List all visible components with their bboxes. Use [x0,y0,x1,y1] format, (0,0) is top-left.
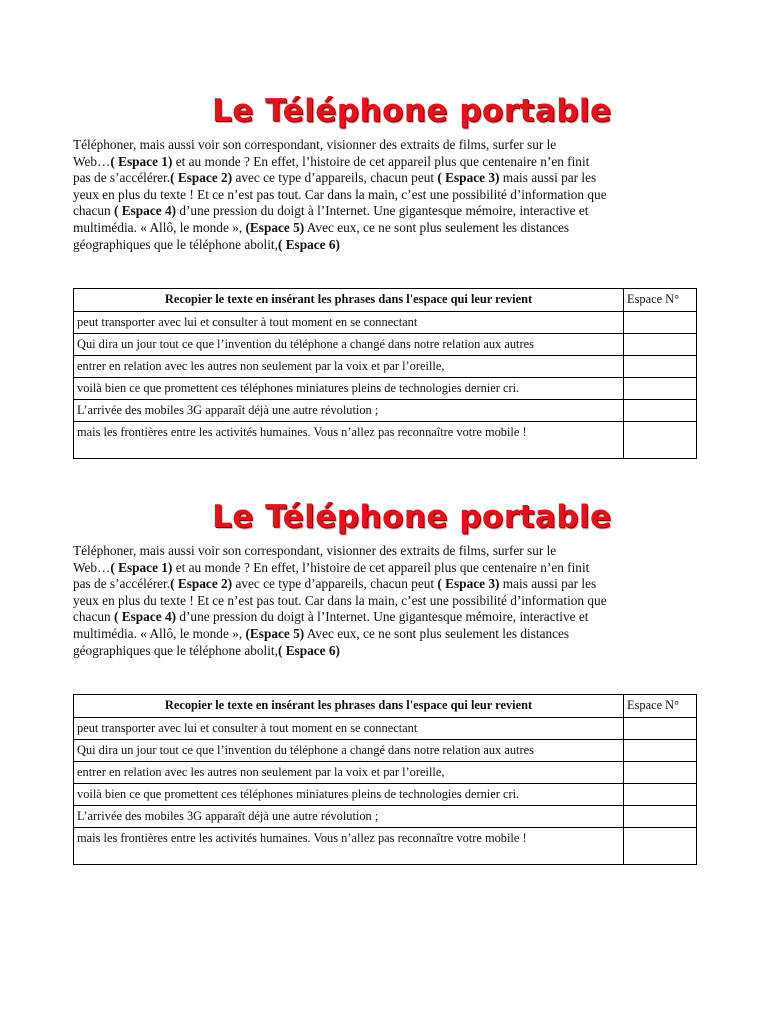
phrase-cell: peut transporter avec lui et consulter à tout moment en se connectant [74,718,624,740]
answer-cell[interactable] [624,718,697,740]
text-segment: géographiques que le téléphone abolit, [73,236,278,252]
answer-cell[interactable] [624,806,697,828]
paragraph-line [73,187,701,204]
text-segment: yeux en plus du texte ! Et ce n’est pas tout. Car dans la main, c’est une possibilité d’information que [73,592,607,608]
answer-cell[interactable] [624,740,697,762]
text-paragraph [73,543,701,659]
phrase-cell: peut transporter avec lui et consulter à tout moment en se connectant [74,312,624,334]
paragraph-line [73,643,701,660]
text-segment: pas de s’accélérer. [73,576,171,592]
space-marker: ( Espace 1) [110,153,173,169]
table-row [74,334,697,356]
paragraph-line [73,170,701,187]
text-segment: avec ce type d’appareils, chacun peut [232,576,438,592]
answer-cell[interactable] [624,828,697,865]
text-segment: Web… [73,559,111,575]
text-segment: multimédia. « Allô, le monde », [73,219,246,235]
paragraph-line [73,626,701,643]
space-marker: ( Espace 6) [277,236,340,252]
table-row [74,400,697,422]
text-segment: d’une pression du doigt à l’Internet. Une gigantesque mémoire, interactive et [176,609,589,625]
space-marker: (Espace 5) [245,219,305,235]
text-segment: Avec eux, ce ne sont plus seulement les distances [304,219,570,235]
exercise-table [73,694,697,865]
text-segment: Téléphoner, mais aussi voir son correspondant, visionner des extraits de films, surfer sur le [73,543,557,558]
table-header-row [74,289,697,312]
phrase-cell: mais les frontières entre les activités humaines. Vous n’allez pas reconnaître votre mobile ! [74,422,624,459]
text-segment: avec ce type d’appareils, chacun peut [232,170,438,186]
space-marker: ( Espace 4) [113,203,177,219]
instruction-header: Recopier le texte en insérant les phrases dans l'espace qui leur revient [74,289,624,312]
space-number-header: Espace N° [624,695,697,718]
table-row [74,378,697,400]
space-marker: ( Espace 6) [277,642,340,658]
paragraph-line [73,593,701,610]
text-segment: mais aussi par les [499,170,597,186]
answer-cell[interactable] [624,762,697,784]
space-marker: ( Espace 2) [170,576,233,592]
space-marker: ( Espace 3) [437,170,500,186]
paragraph-line [73,237,701,254]
space-marker: ( Espace 4) [113,609,177,625]
paragraph-line [73,137,701,154]
answer-cell[interactable] [624,422,697,459]
paragraph-line [73,576,701,593]
table-row [74,740,697,762]
space-marker: ( Espace 1) [110,559,173,575]
table-header-row [74,695,697,718]
answer-cell[interactable] [624,312,697,334]
paragraph-line [73,543,701,560]
exercise-table [73,288,697,459]
table-row [74,312,697,334]
instruction-header: Recopier le texte en insérant les phrases dans l'espace qui leur revient [74,695,624,718]
space-number-header: Espace N° [624,289,697,312]
paragraph-line [73,154,701,171]
worksheet-title: Le Téléphone portable [212,499,612,535]
answer-cell[interactable] [624,356,697,378]
text-segment: géographiques que le téléphone abolit, [73,642,278,658]
phrase-cell: Qui dira un jour tout ce que l’invention du téléphone a changé dans notre relation aux autres [74,740,624,762]
text-segment: Web… [73,153,111,169]
answer-cell[interactable] [624,400,697,422]
phrase-cell: entrer en relation avec les autres non seulement par la voix et par l’oreille, [74,356,624,378]
paragraph-line [73,203,701,220]
text-segment: Téléphoner, mais aussi voir son correspondant, visionner des extraits de films, surfer sur le [73,137,557,152]
paragraph-line [73,560,701,577]
table-row [74,422,697,459]
text-segment: d’une pression du doigt à l’Internet. Une gigantesque mémoire, interactive et [176,203,589,219]
paragraph-line [73,609,701,626]
phrase-cell: L’arrivée des mobiles 3G apparaît déjà une autre révolution ; [74,806,624,828]
table-row [74,806,697,828]
phrase-cell: voilà bien ce que promettent ces téléphones miniatures pleins de technologies dernier cri. [74,378,624,400]
text-segment: mais aussi par les [499,576,597,592]
phrase-cell: L’arrivée des mobiles 3G apparaît déjà une autre révolution ; [74,400,624,422]
paragraph-line [73,220,701,237]
text-segment: chacun [73,609,114,625]
answer-cell[interactable] [624,334,697,356]
text-segment: Avec eux, ce ne sont plus seulement les distances [304,625,570,641]
table-row [74,762,697,784]
text-segment: multimédia. « Allô, le monde », [73,625,246,641]
phrase-cell: voilà bien ce que promettent ces téléphones miniatures pleins de technologies dernier cri. [74,784,624,806]
phrase-cell: entrer en relation avec les autres non seulement par la voix et par l’oreille, [74,762,624,784]
text-paragraph [73,137,701,253]
table-row [74,828,697,865]
phrase-cell: Qui dira un jour tout ce que l’invention du téléphone a changé dans notre relation aux autres [74,334,624,356]
space-marker: (Espace 5) [245,625,305,641]
space-marker: ( Espace 3) [437,576,500,592]
text-segment: et au monde ? En effet, l’histoire de cet appareil plus que centenaire n’en finit [172,153,590,169]
worksheet-title: Le Téléphone portable [212,93,612,129]
text-segment: pas de s’accélérer. [73,170,171,186]
text-segment: yeux en plus du texte ! Et ce n’est pas tout. Car dans la main, c’est une possibilité d’information que [73,186,607,202]
phrase-cell: mais les frontières entre les activités humaines. Vous n’allez pas reconnaître votre mobile ! [74,828,624,865]
text-segment: chacun [73,203,114,219]
answer-cell[interactable] [624,378,697,400]
answer-cell[interactable] [624,784,697,806]
text-segment: et au monde ? En effet, l’histoire de cet appareil plus que centenaire n’en finit [172,559,590,575]
table-row [74,718,697,740]
table-row [74,356,697,378]
space-marker: ( Espace 2) [170,170,233,186]
table-row [74,784,697,806]
